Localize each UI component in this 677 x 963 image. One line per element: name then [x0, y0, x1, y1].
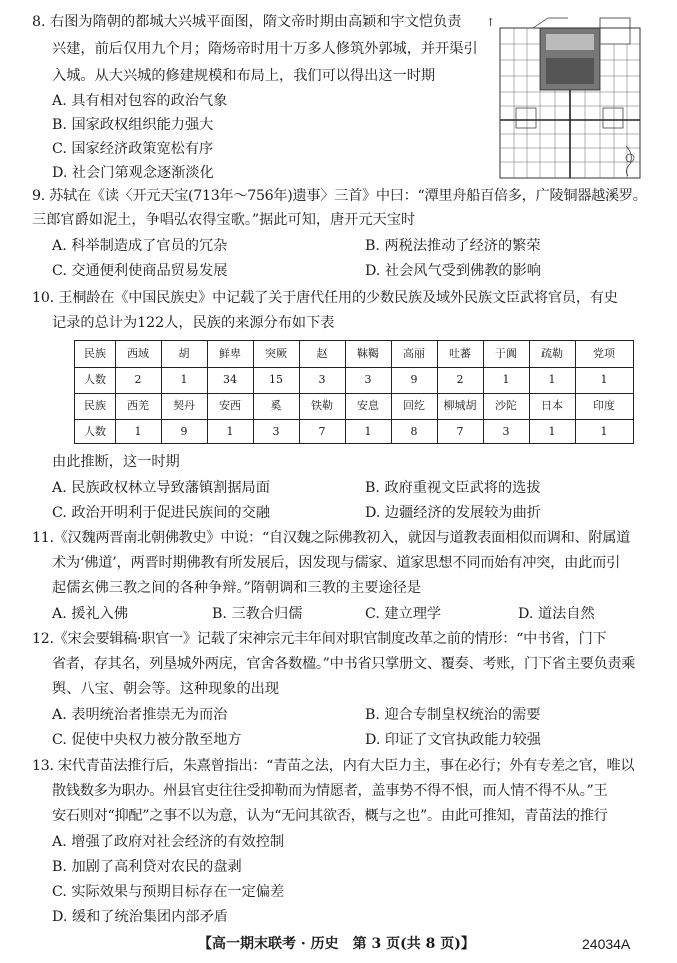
daxing-city-map-image: [478, 14, 648, 179]
q9-stem-line-2: 三郎官爵如泥土，争唱弘农得宝歌。”据此可知，唐开元天宝时: [32, 212, 416, 228]
q13-stem-line-2: 散钱数多为职办。州县官吏往往受抑勒而为情愿者，盖事势不得不恨，而人情不得不从。”王: [52, 783, 608, 799]
table-cell: 奚: [270, 399, 282, 412]
table-cell: 鲜卑: [219, 347, 241, 360]
q12-stem-line-2: 省者，存其名，列垦城外两庑，官舍各数楹。”中书省只掌册文、覆奏、考账，门下省主要负责乘: [52, 656, 636, 672]
table-cell: 1: [502, 373, 510, 386]
q11-stem-line-2: 术为‘佛道’，两晋时期佛教有所发展后，因发现与儒家、道家思想不同而始有冲突，由此而引: [52, 555, 621, 571]
table-cell: 9: [410, 373, 418, 386]
table-cell: 1: [548, 425, 556, 438]
q10-stem-line-2: 记录的总计为122人，民族的来源分布如下表: [52, 315, 335, 331]
q9-option-d: D. 社会风气受到佛教的影响: [365, 263, 541, 279]
q10-stem-line-1: 10. 王桐龄在《中国民族史》中记载了关于唐代任用的少数民族及域外民族文臣武将官员，有史: [32, 290, 618, 306]
q13-option-c: C. 实际效果与预期目标存在一定偏差: [52, 884, 285, 900]
q11-stem-line-3: 起儒玄佛三教之间的各种争辩。”隋朝调和三教的主要途径是: [52, 580, 422, 596]
q11-option-d: D. 道法自然: [518, 606, 595, 622]
table-cell: 1: [226, 425, 234, 438]
q12-option-a: A. 表明统治者推崇无为而治: [52, 707, 228, 723]
q10-option-c: C. 政治开明利于促进民族间的交融: [52, 505, 270, 521]
table-row-header: 民族: [84, 347, 106, 360]
table-cell: 高丽: [403, 347, 425, 360]
table-cell: 回纥: [403, 399, 425, 412]
page-footer-code: 24034A: [582, 936, 631, 952]
q12-stem-line-1: 12.《宋会要辑稿·职官一》记载了宋神宗元丰年间对职官制度改革之前的情形：“中书省，门下: [32, 631, 607, 647]
svg-text:↑: ↑: [486, 16, 496, 29]
q12-option-d: D. 印证了文官执政能力较强: [365, 732, 541, 748]
table-row-header: 人数: [84, 425, 106, 438]
q13-stem-line-1: 13. 宋代青苗法推行后，朱熹曾指出：“青苗之法，内有大臣力主，事在必行；外有专差之官，唯以: [32, 758, 635, 774]
table-cell: 吐蕃: [449, 347, 471, 360]
table-row-header: 民族: [84, 399, 106, 412]
page-footer-title: 【高一期末联考 · 历史 第 3 页(共 8 页)】: [198, 936, 475, 952]
q8-stem-line-2: 兴建，前后仅用九个月；隋炀帝时用十万多人修筑外郭城，并开渠引: [52, 41, 478, 57]
q11-option-b: B. 三教合归儒: [212, 606, 303, 622]
table-cell: 党项: [593, 347, 615, 360]
table-cell: 西羌: [127, 399, 149, 412]
table-cell: 1: [134, 425, 142, 438]
table-cell: 8: [410, 425, 418, 438]
table-cell: 3: [502, 425, 510, 438]
table-cell: 1: [180, 373, 188, 386]
table-cell: 1: [364, 425, 372, 438]
table-cell: 铁勒: [311, 399, 333, 412]
q12-stem-line-3: 舆、八宝、朝会等。这种现象的出现: [52, 681, 280, 697]
q12-option-c: C. 促使中央权力被分散至地方: [52, 732, 242, 748]
table-cell: 日本: [541, 399, 563, 412]
q13-option-d: D. 缓和了统治集团内部矛盾: [52, 909, 228, 925]
q13-stem-line-3: 安石则对“抑配”之事不以为意，认为“无问其欲否，概与之也”。由此可推知，青苗法的推行: [52, 808, 608, 824]
table-cell: 15: [269, 373, 283, 386]
q10-option-a: A. 民族政权林立导致藩镇割据局面: [52, 480, 270, 496]
q9-option-b: B. 两税法推动了经济的繁荣: [365, 238, 541, 254]
table-cell: 34: [223, 373, 237, 386]
q11-option-c: C. 建立理学: [365, 606, 442, 622]
q11-option-a: A. 援礼入佛: [52, 606, 129, 622]
q9-stem-line-1: 9. 苏轼在《读〈开元天宝(713年～756年)遗事〉三首》中曰：“潭里舟船百倍多，广陵铜器越溪罗。: [32, 188, 647, 204]
table-cell: 安西: [219, 399, 241, 412]
table-cell: 契丹: [173, 399, 195, 412]
q9-option-c: C. 交通便利使商品贸易发展: [52, 263, 228, 279]
table-cell: 印度: [593, 399, 615, 412]
table-cell: 柳城胡: [443, 399, 477, 412]
table-cell: 3: [364, 373, 372, 386]
table-cell: 3: [318, 373, 326, 386]
q13-option-a: A. 增强了政府对社会经济的有效控制: [52, 834, 285, 850]
q8-stem-line-3: 入城。从大兴城的修建规模和布局上，我们可以得出这一时期: [52, 68, 436, 84]
q8-stem-line-1: 8. 右图为隋朝的都城大兴城平面图，隋文帝时期由高颖和宇文恺负责: [32, 14, 462, 30]
table-cell: 1: [600, 425, 608, 438]
table-cell: 沙陀: [495, 399, 517, 412]
q10-option-b: B. 政府重视文臣武将的选拔: [365, 480, 541, 496]
table-cell: 7: [318, 425, 326, 438]
table-cell: 胡: [178, 347, 190, 360]
table-cell: 突厥: [265, 347, 287, 360]
table-cell: 9: [180, 425, 188, 438]
q8-option-c: C. 国家经济政策宽松有序: [52, 141, 214, 157]
q8-option-b: B. 国家政权组织能力强大: [52, 117, 214, 133]
table-cell: 西域: [127, 347, 149, 360]
table-cell: 安息: [357, 399, 379, 412]
table-cell: 7: [456, 425, 464, 438]
q10-after-text: 由此推断，这一时期: [52, 454, 180, 470]
q8-option-a: A. 具有相对包容的政治气象: [52, 93, 228, 109]
table-cell: 1: [600, 373, 608, 386]
q10-option-d: D. 边疆经济的发展较为曲折: [365, 505, 541, 521]
q13-option-b: B. 加剧了高利贷对农民的盘剥: [52, 859, 242, 875]
table-cell: 疏勒: [541, 347, 563, 360]
table-cell: 2: [134, 373, 142, 386]
q9-option-a: A. 科举制造成了官员的冗杂: [52, 238, 228, 254]
table-row-header: 人数: [84, 373, 106, 386]
table-cell: 于阗: [495, 347, 517, 360]
q8-option-d: D. 社会门第观念逐渐淡化: [52, 165, 214, 181]
table-cell: 靺鞨: [357, 347, 379, 360]
table-cell: 3: [272, 425, 280, 438]
table-cell: 2: [456, 373, 464, 386]
ethnic-officials-table: [74, 340, 634, 444]
table-cell: 赵: [316, 347, 328, 360]
q12-option-b: B. 迎合专制皇权统治的需要: [365, 707, 541, 723]
table-cell: 1: [548, 373, 556, 386]
q11-stem-line-1: 11.《汉魏两晋南北朝佛教史》中说：“自汉魏之际佛教初入，就因与道教表面相似而调和、附属道: [32, 530, 631, 546]
